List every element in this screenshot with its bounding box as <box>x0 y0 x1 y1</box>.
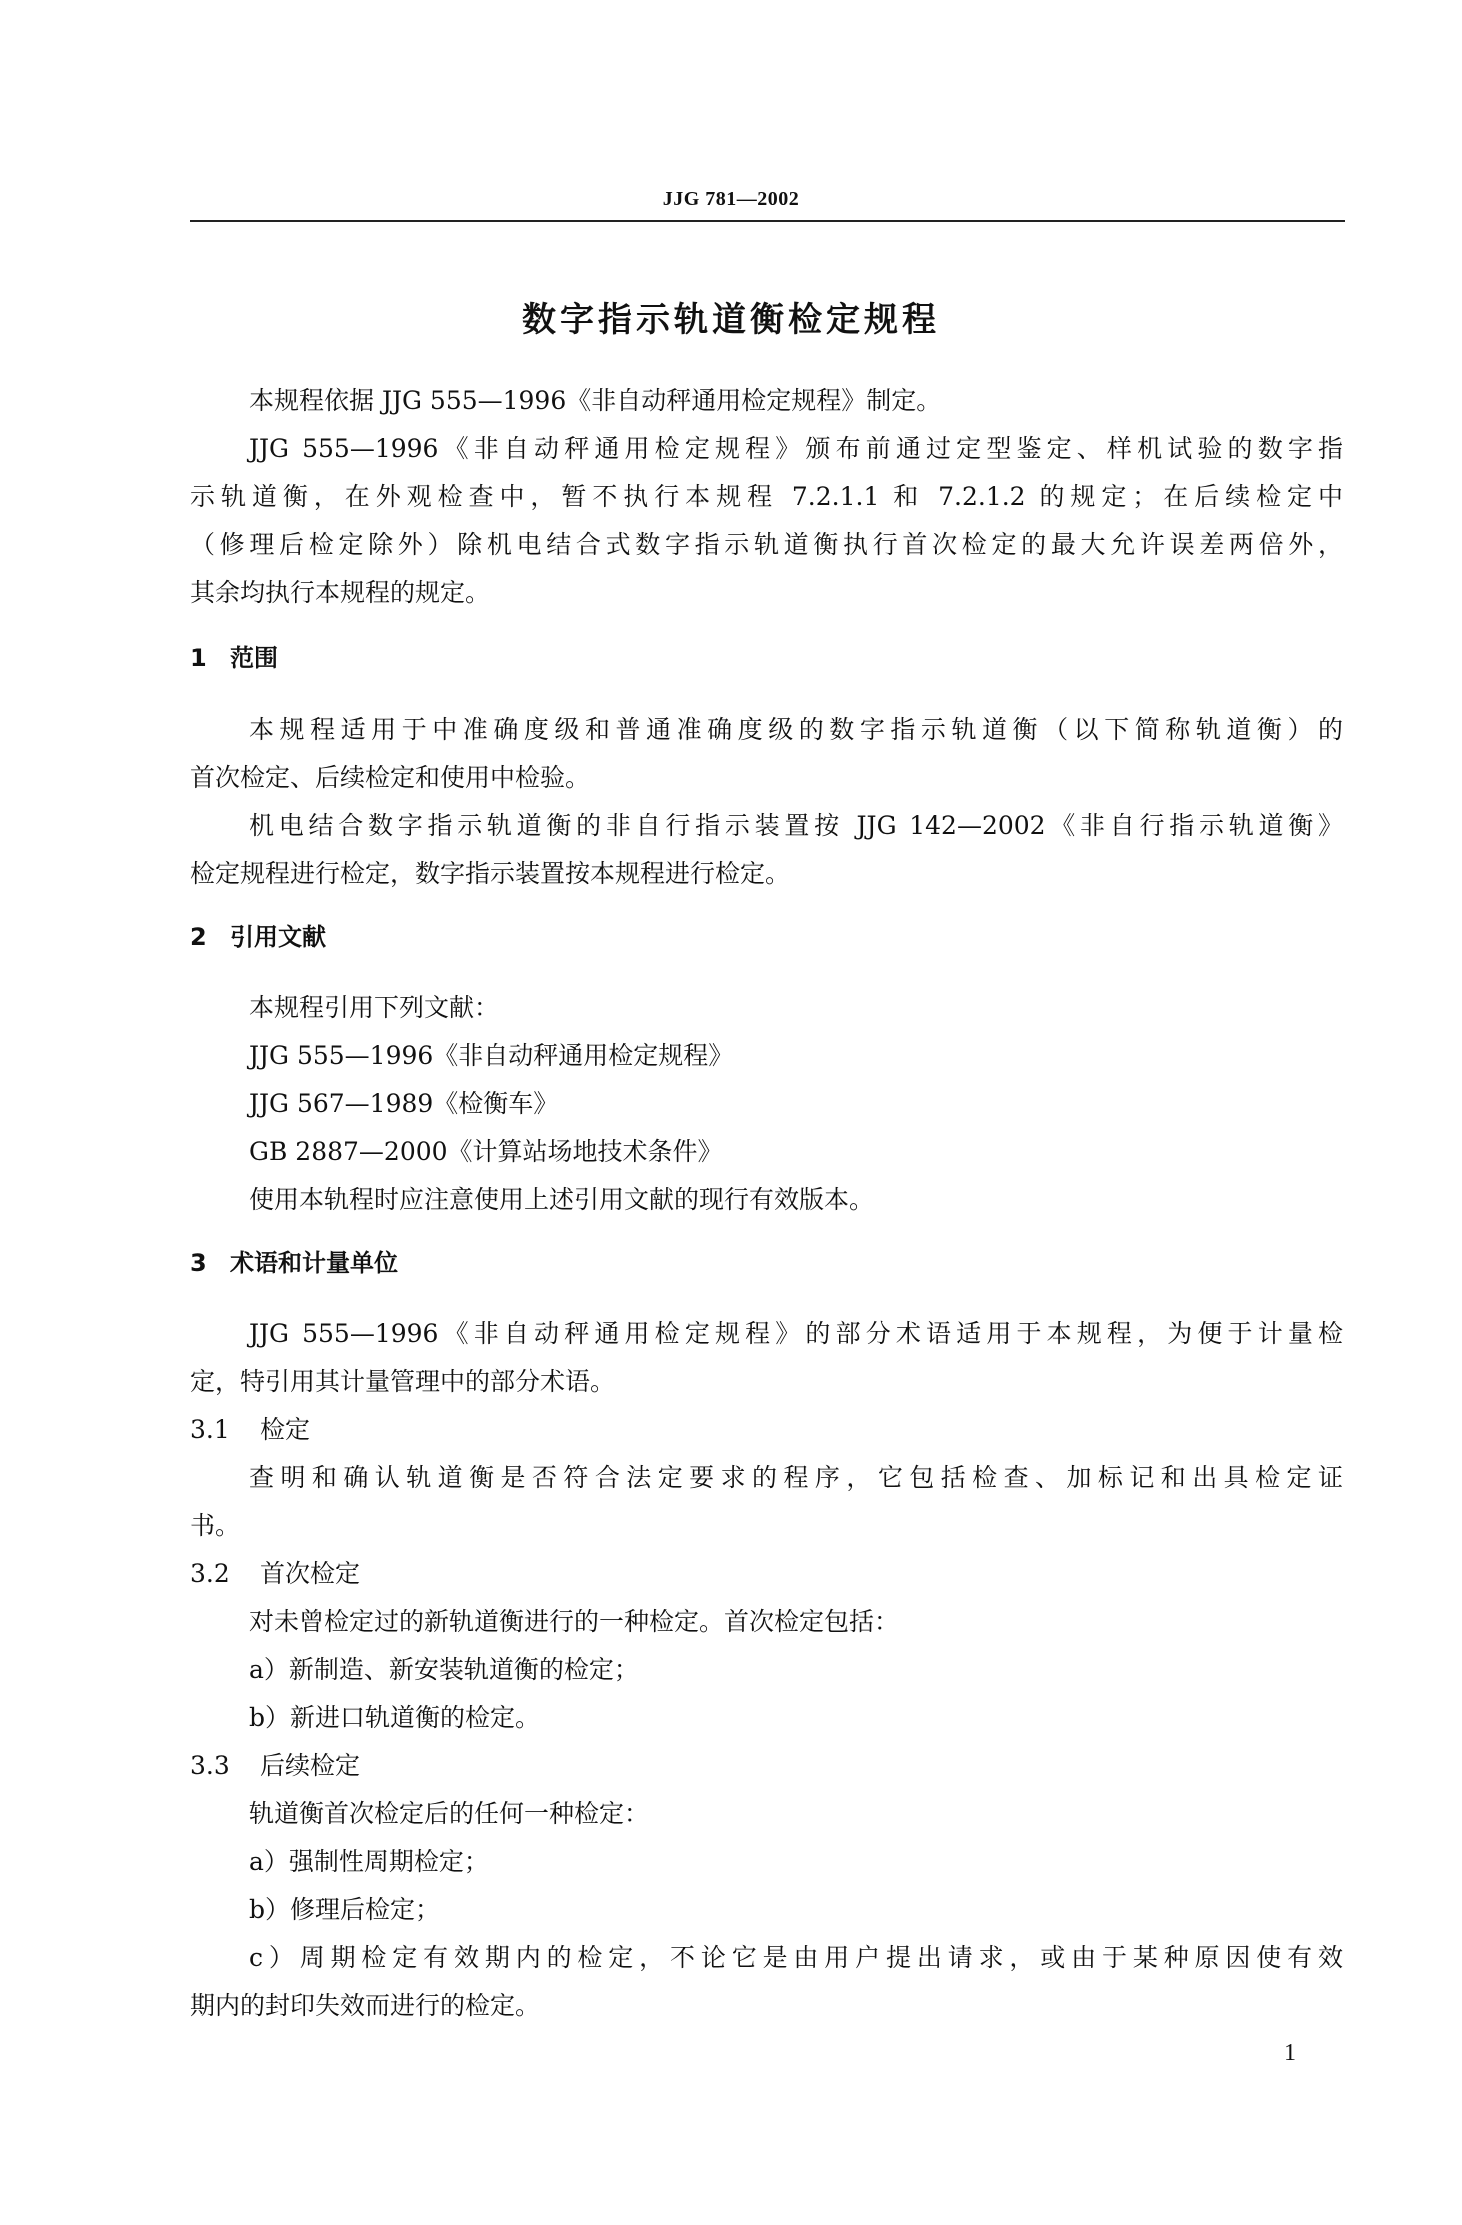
section-number: 1 <box>190 644 207 672</box>
sec3-3-item-c-line-2: 期内的封印失效而进行的检定。 <box>190 1991 541 2020</box>
sec3-3-item-b: b）修理后检定； <box>249 1895 441 1924</box>
header-divider <box>190 220 1345 222</box>
sec2-line-5: 使用本轨程时应注意使用上述引用文献的现行有效版本。 <box>249 1185 875 1214</box>
subsection-3-3-heading <box>190 1748 360 1784</box>
intro-paragraph-2-line-3: （修理后检定除外）除机电结合式数字指示轨道衡执行首次检定的最大允许误差两倍外， <box>190 530 1343 559</box>
sec1-paragraph-2-line-1: 机电结合数字指示轨道衡的非自行指示装置按 JJG 142—2002《非自行指示轨道衡》 <box>249 811 1343 840</box>
sec3-3-item-c-line-1: c）周期检定有效期内的检定，不论它是由用户提出请求，或由于某种原因使有效 <box>249 1943 1343 1972</box>
sec3-3-line-1: 轨道衡首次检定后的任何一种检定： <box>249 1799 650 1828</box>
subsection-title: 后续检定 <box>260 1751 361 1780</box>
standard-code-header: JJG 781—2002 <box>662 188 800 210</box>
subsection-title: 首次检定 <box>260 1559 361 1588</box>
subsection-number: 3.3 <box>190 1751 230 1780</box>
sec1-paragraph-1-line-2: 首次检定、后续检定和使用中检验。 <box>190 763 591 792</box>
sec3-paragraph-1-line-2: 定，特引用其计量管理中的部分术语。 <box>190 1367 616 1396</box>
section-title: 引用文献 <box>230 923 326 951</box>
subsection-number: 3.2 <box>190 1559 230 1588</box>
sec3-2-item-a: a）新制造、新安装轨道衡的检定； <box>249 1655 639 1684</box>
subsection-title: 检定 <box>260 1415 311 1444</box>
sec2-reference-2: JJG 567—1989《检衡车》 <box>249 1089 559 1118</box>
section-2-heading <box>190 919 326 955</box>
intro-paragraph-1: 本规程依据 JJG 555—1996《非自动秤通用检定规程》制定。 <box>249 386 942 415</box>
sec3-1-line-1: 查明和确认轨道衡是否符合法定要求的程序，它包括检查、加标记和出具检定证 <box>249 1463 1343 1492</box>
section-1-heading <box>190 640 278 676</box>
sec1-paragraph-1-line-1: 本规程适用于中准确度级和普通准确度级的数字指示轨道衡（以下简称轨道衡）的 <box>249 715 1343 744</box>
sec3-2-line-1: 对未曾检定过的新轨道衡进行的一种检定。首次检定包括： <box>249 1607 900 1636</box>
section-title: 术语和计量单位 <box>230 1249 398 1277</box>
intro-paragraph-2-line-2: 示轨道衡，在外观检查中，暂不执行本规程 7.2.1.1 和 7.2.1.2 的规定；在后续检定中 <box>190 482 1343 511</box>
sec3-3-item-a: a）强制性周期检定； <box>249 1847 489 1876</box>
section-3-heading <box>190 1245 398 1281</box>
section-title: 范围 <box>230 644 278 672</box>
intro-paragraph-2-line-1: JJG 555—1996《非自动秤通用检定规程》颁布前通过定型鉴定、样机试验的数字指 <box>249 434 1343 463</box>
page-number: 1 <box>1284 2040 1296 2066</box>
sec2-reference-1: JJG 555—1996《非自动秤通用检定规程》 <box>249 1041 734 1070</box>
sec3-1-line-2: 书。 <box>190 1511 241 1540</box>
sec2-line-1: 本规程引用下列文献： <box>249 993 500 1022</box>
sec3-2-item-b: b）新进口轨道衡的检定。 <box>249 1703 541 1732</box>
sec3-paragraph-1-line-1: JJG 555—1996《非自动秤通用检定规程》的部分术语适用于本规程，为便于计量检 <box>249 1319 1343 1348</box>
subsection-number: 3.1 <box>190 1415 230 1444</box>
sec1-paragraph-2-line-2: 检定规程进行检定，数字指示装置按本规程进行检定。 <box>190 859 791 888</box>
section-number: 2 <box>190 923 207 951</box>
document-title: 数字指示轨道衡检定规程 <box>522 300 940 340</box>
subsection-3-2-heading <box>190 1556 360 1592</box>
section-number: 3 <box>190 1249 207 1277</box>
intro-paragraph-2-line-4: 其余均执行本规程的规定。 <box>190 578 491 607</box>
sec2-reference-3: GB 2887—2000《计算站场地技术条件》 <box>249 1137 723 1166</box>
subsection-3-1-heading <box>190 1412 310 1448</box>
